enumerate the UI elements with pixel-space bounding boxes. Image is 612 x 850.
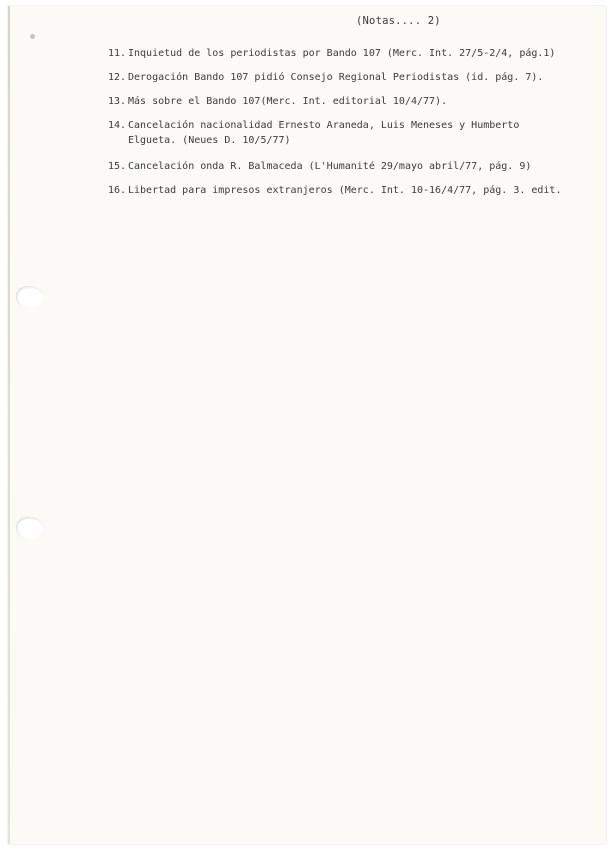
note-item-11: [108, 46, 555, 61]
note-text: Cancelación nacionalidad Ernesto Araneda, Luis Meneses y Humberto: [128, 120, 520, 131]
note-number: 16.: [108, 185, 127, 196]
punch-hole-upper: [16, 286, 44, 308]
note-number: 11.: [108, 48, 127, 59]
note-number: 12.: [108, 72, 127, 83]
note-text: Derogación Bando 107 pidió Consejo Regional Periodistas (id. pág. 7).: [128, 72, 544, 83]
note-text: Libertad para impresos extranjeros (Merc. Int. 10-16/4/77, pág. 3. edit.: [128, 185, 562, 196]
note-item-13: [108, 94, 447, 109]
paper-smudge: [30, 34, 35, 39]
note-item-16: [108, 183, 561, 198]
note-text: Más sobre el Bando 107(Merc. Int. editorial 10/4/77).: [128, 96, 448, 107]
note-item-12: [108, 70, 543, 85]
punch-hole-lower: [16, 517, 44, 539]
paper-edge: [8, 6, 10, 844]
note-item-15: [108, 159, 531, 174]
note-item-14: [108, 118, 519, 148]
note-number: 15.: [108, 161, 127, 172]
note-text: Cancelación onda R. Balmaceda (L'Humanité 29/mayo abril/77, pág. 9): [128, 161, 532, 172]
note-continuation: Elgueta. (Neues D. 10/5/77): [128, 135, 291, 146]
note-text: Inquietud de los periodistas por Bando 107 (Merc. Int. 27/5-2/4, pág.1): [128, 48, 556, 59]
note-number: 14.: [108, 120, 127, 131]
note-number: 13.: [108, 96, 127, 107]
page-header: (Notas.... 2): [356, 15, 441, 27]
